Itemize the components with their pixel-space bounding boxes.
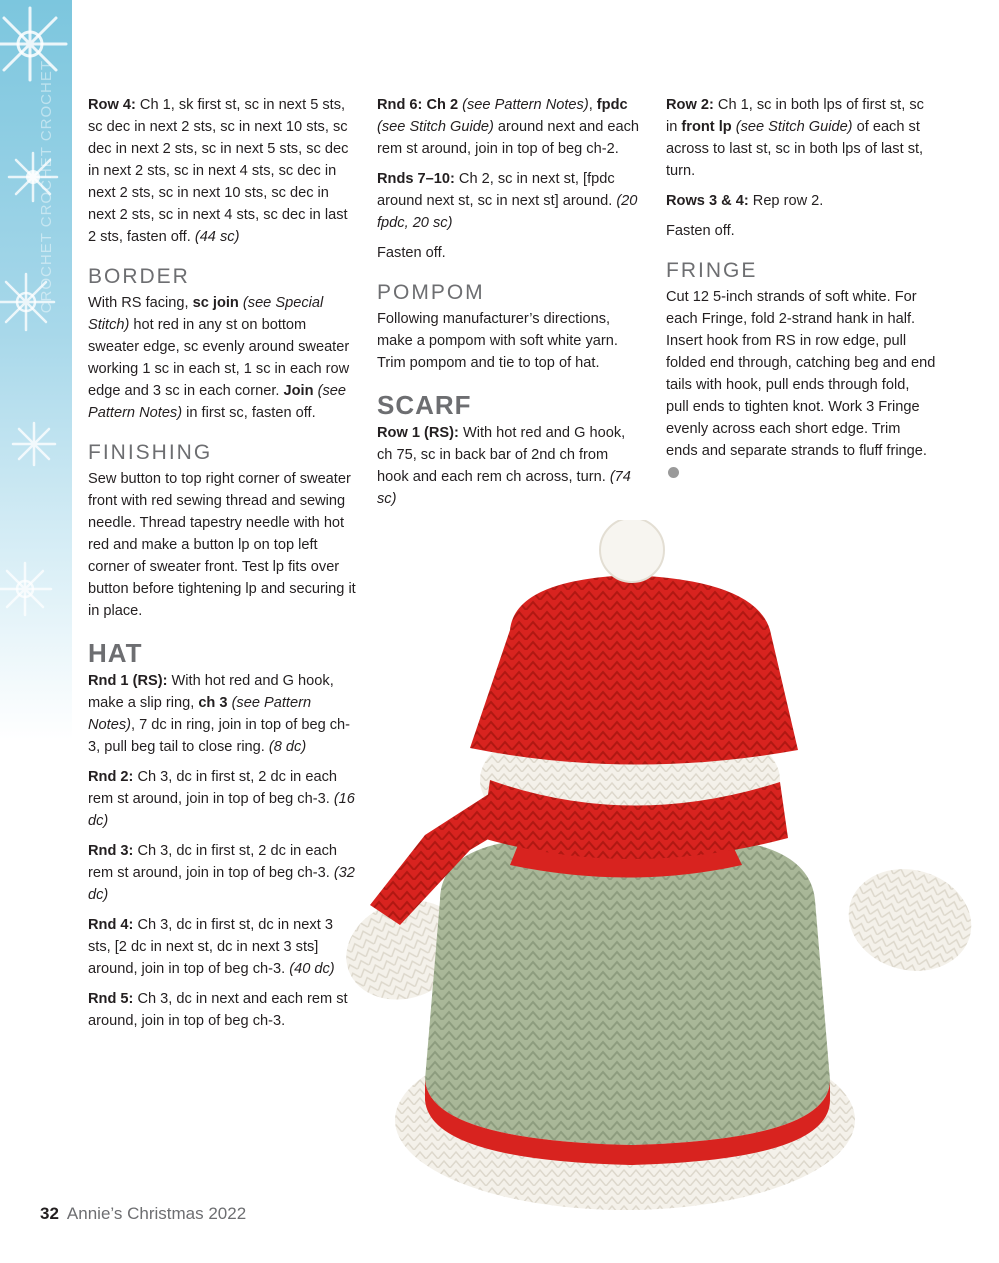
rnd6-text-e: (see Stitch Guide) bbox=[377, 119, 494, 135]
row2-label: Row 2: bbox=[666, 97, 714, 113]
rnd6-text-c: , bbox=[588, 97, 597, 113]
text-column-3 bbox=[666, 94, 936, 492]
rnd1-instruction bbox=[88, 670, 358, 758]
rows34-text: Rep row 2. bbox=[748, 193, 824, 209]
rnd1-label: Rnd 1 (RS): bbox=[88, 673, 168, 689]
fringe-instruction bbox=[666, 286, 936, 484]
scarf-heading: SCARF bbox=[377, 390, 472, 420]
snowman-right-arm bbox=[837, 856, 983, 985]
rnd2-text: Ch 3, dc in first st, 2 dc in each rem st around, join in top of beg ch-3. bbox=[88, 769, 337, 807]
border-text-d: hot red in any st on bottom sweater edge, sc evenly around sweater working 1 sc in each st, 1 sc in each row edge and 3 sc in each corner. bbox=[88, 317, 350, 399]
row4-count: (44 sc) bbox=[194, 229, 240, 245]
text-column-1 bbox=[88, 94, 358, 1040]
snowflake-icon bbox=[0, 560, 54, 618]
end-of-pattern-bullet-icon bbox=[668, 467, 679, 478]
fringe-heading: FRINGE bbox=[666, 259, 758, 282]
hat bbox=[470, 575, 798, 765]
rnd4-count: (40 dc) bbox=[289, 961, 335, 977]
scarf-row1-instruction bbox=[377, 422, 643, 510]
rnd6-label: Rnd 6: bbox=[377, 97, 423, 113]
decorative-side-band bbox=[0, 0, 72, 740]
rnd2-label: Rnd 2: bbox=[88, 769, 134, 785]
pompom-heading: POMPOM bbox=[377, 281, 485, 304]
rnd5-text: Ch 3, dc in next and each rem st around, join in top of beg ch-3. bbox=[88, 991, 348, 1029]
rnd1-text-c: (see Pattern Notes) bbox=[88, 695, 312, 733]
row2-text-b: front lp bbox=[681, 119, 732, 135]
finishing-heading: FINISHING bbox=[88, 441, 213, 464]
rnd3-label: Rnd 3: bbox=[88, 843, 134, 859]
border-text-a: With RS facing, bbox=[88, 295, 193, 311]
rnd3-text: Ch 3, dc in first st, 2 dc in each rem st around, join in top of beg ch-3. bbox=[88, 843, 337, 881]
rnd6-text-b: (see Pattern Notes) bbox=[458, 97, 589, 113]
rnds710-label: Rnds 7–10: bbox=[377, 171, 455, 187]
scarf-row1-count: (74 sc) bbox=[377, 469, 631, 507]
fasten-off-text: Fasten off. bbox=[666, 223, 735, 239]
border-heading: BORDER bbox=[88, 265, 190, 288]
snowman-photo bbox=[330, 520, 999, 1220]
rnds710-instruction bbox=[377, 168, 643, 234]
rnd5-instruction bbox=[88, 988, 358, 1032]
border-text-e: Join bbox=[283, 383, 314, 399]
sweater bbox=[425, 840, 830, 1145]
rnd2-instruction bbox=[88, 766, 358, 832]
row2-instruction bbox=[666, 94, 936, 182]
row4-instruction bbox=[88, 94, 358, 248]
sidebar-vertical-text: CROCHET CROCHET CROCHET bbox=[38, 60, 55, 314]
scarf-row1-text: With hot red and G hook, ch 75, sc in back bar of 2nd ch from hook and each rem ch across, turn. bbox=[377, 425, 626, 485]
rnd4-label: Rnd 4: bbox=[88, 917, 134, 933]
border-text-f: (see Pattern Notes) bbox=[88, 383, 346, 421]
rnd4-text: Ch 3, dc in first st, dc in next 3 sts, [2 dc in next st, dc in next 3 sts] around, join in top of beg ch-3. bbox=[88, 917, 333, 977]
pompom-text: Following manufacturer’s directions, make a pompom with soft white yarn. Trim pompom and tie to top of hat. bbox=[377, 311, 618, 371]
snowflake-icon bbox=[10, 420, 58, 468]
rnd1-text-a: With hot red and G hook, make a slip ring, bbox=[88, 673, 334, 711]
page-number: 32 bbox=[40, 1204, 59, 1223]
border-text-b: sc join bbox=[192, 295, 239, 311]
snowflake-icon bbox=[0, 4, 70, 84]
rows34-label: Rows 3 & 4: bbox=[666, 193, 749, 209]
fasten-off-text: Fasten off. bbox=[377, 245, 446, 261]
border-text-c: (see Special Stitch) bbox=[88, 295, 324, 333]
rnd6-instruction bbox=[377, 94, 643, 160]
rnd1-count: (8 dc) bbox=[268, 739, 307, 755]
fringe-text: Cut 12 5-inch strands of soft white. For each Fringe, fold 2-strand hank in half. Insert hook from RS in row edge, pull folded end through, catching beg and end tails with hook, pull ends through fold, pull ends to tighten knot. Work 3 Fringe evenly across each short edge. Trim ends and separate strands to fluff fringe. bbox=[666, 289, 936, 459]
page-footer bbox=[40, 1204, 246, 1224]
rnds710-count: (20 fpdc, 20 sc) bbox=[377, 193, 638, 231]
rnd2-count: (16 dc) bbox=[88, 791, 355, 829]
rnds710-text: Ch 2, sc in next st, [fpdc around next st, sc in next st] around. bbox=[377, 171, 617, 209]
border-instruction bbox=[88, 292, 358, 424]
rnd1-text-d: , 7 dc in ring, join in top of beg ch-3, pull beg tail to close ring. bbox=[88, 717, 351, 755]
rnd1-text-b: ch 3 bbox=[198, 695, 228, 711]
text-column-2 bbox=[377, 94, 643, 518]
rows34-instruction bbox=[666, 190, 936, 212]
rnd3-count: (32 dc) bbox=[88, 865, 355, 903]
row4-label: Row 4: bbox=[88, 97, 136, 113]
rnd4-instruction bbox=[88, 914, 358, 980]
finishing-text: Sew button to top right corner of sweater front with red sewing thread and sewing needle. Thread tapestry needle with hot red and make a button lp on top left corner of sweater front. Test lp fits over button before tightening lp and securing it in place. bbox=[88, 471, 356, 619]
publication-title: Annie’s Christmas 2022 bbox=[66, 1204, 247, 1223]
row2-text-d: of each st across to last st, sc in both lps of last st, turn. bbox=[666, 119, 924, 179]
rnd6-text-d: fpdc bbox=[596, 97, 628, 113]
rnd6-text-f: around next and each rem st around, join in top of beg ch-2. bbox=[377, 119, 640, 157]
hat-pompom bbox=[600, 520, 664, 582]
scarf-row1-label: Row 1 (RS): bbox=[377, 425, 459, 441]
rnd6-text-a: Ch 2 bbox=[422, 97, 459, 113]
border-text-g: in first sc, fasten off. bbox=[182, 405, 316, 421]
row4-text: Ch 1, sk first st, sc in next 5 sts, sc dec in next 2 sts, sc in next 10 sts, sc dec in next 2 sts, sc in next 5 sts, sc dec in next 2 sts, sc in next 4 sts, sc dec in next 2 sts, sc in next 10 sts, sc dec in next 2 sts, sc in next 4 sts, sc dec in last 2 sts, fasten off. bbox=[88, 97, 349, 245]
rnd5-label: Rnd 5: bbox=[88, 991, 134, 1007]
rnd3-instruction bbox=[88, 840, 358, 906]
row2-text-c: (see Stitch Guide) bbox=[731, 119, 853, 135]
hat-heading: HAT bbox=[88, 638, 143, 668]
row2-text-a: Ch 1, sc in both lps of first st, sc in bbox=[666, 97, 924, 135]
